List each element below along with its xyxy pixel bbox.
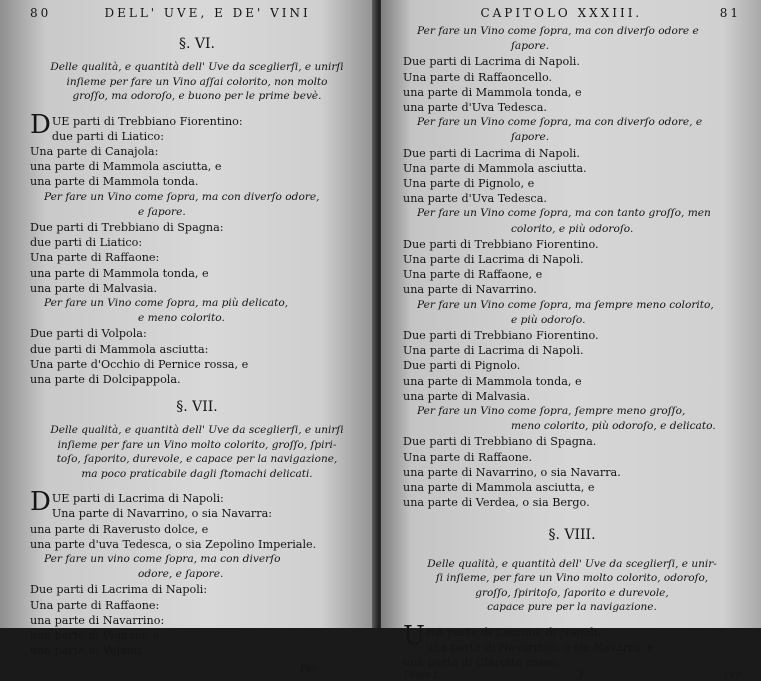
grape-list <box>403 620 741 671</box>
recipe-caption-line: meno colorito, più odoroſo, e delicato. <box>511 420 716 433</box>
grape-line: una parte d'uva Tedesca, o sia Zepolino Imperiale. <box>30 537 317 551</box>
grape-line: Due parti di Volpola: <box>30 327 147 341</box>
first-line: D UE parti di Trebbiano Fiorentino: <box>30 109 243 140</box>
recipe-caption-line: colorito, e più odoroſo. <box>511 222 634 235</box>
first-line: D UE parti di Lacrima di Napoli: <box>30 487 224 518</box>
grape-line: una parte di Claretto rosso. <box>403 655 560 669</box>
recipe-caption-line: odore, e ſapore. <box>138 568 224 581</box>
grape-line: Una parte di Raffaoncello. <box>403 70 553 84</box>
grape-list <box>30 487 364 658</box>
intro-line: inſieme per fare un Vino molto colorito, groſſo, ſpiri- <box>57 438 337 451</box>
grape-line: una parte di Malvasia. <box>403 389 531 403</box>
grape-line: una parte d'Uva Tedesca. <box>403 101 547 115</box>
recipe-caption-line: ſapore. <box>511 40 550 53</box>
drop-cap: D <box>30 487 51 518</box>
page-footer <box>30 664 364 675</box>
page-footer <box>403 670 741 681</box>
intro-line: Delle qualità, e quantità dell' Uve da sceglierſi, e unirſi <box>50 424 344 437</box>
grape-line: Due parti di Trebbiano Fiorentino. <box>403 329 599 343</box>
running-head-left <box>30 6 364 24</box>
section-heading: §. VII. <box>176 399 218 416</box>
recipe-caption-line: Per fare un Vino come ſopra, ſempre meno groſſo, <box>417 405 686 418</box>
intro-line: capace pure per la navigazione. <box>487 601 657 613</box>
recipe-caption-line: e meno colorito. <box>138 312 225 325</box>
grape-line: una parte di Pignolo, e <box>30 628 160 642</box>
first-line: U NA parte di Lacrima di Napoli. <box>403 620 601 651</box>
right-page <box>381 0 761 681</box>
catchword: Per <box>724 670 741 681</box>
section-intro <box>403 557 741 615</box>
intro-line: Delle qualità, e quantità dell' Uve da sceglierſi, e unir- <box>427 557 717 570</box>
section-intro <box>30 60 364 104</box>
grape-line: Una parte di Navarrino, o sia Navarra: <box>51 507 273 521</box>
grape-line: una parte di Mammola asciutta, e <box>403 481 595 495</box>
intro-line: ſi inſieme, per fare un Vino molto colorito, odoroſo, <box>435 572 709 584</box>
recipe-caption-line: Per fare un vino come ſopra, ma con diverſo <box>44 552 281 565</box>
grape-line: una parte di Mammola asciutta, e <box>30 160 222 174</box>
intro-line: inſieme per fare un Vino aſſai colorito, non molto <box>66 75 328 88</box>
grape-list <box>403 24 741 511</box>
page-number: 81 <box>719 6 741 20</box>
recipe-caption-line: ſapore. <box>511 131 550 144</box>
running-head-right <box>403 6 741 24</box>
intro-line: groſſo, ma odoroſo, e buono per le prime bevè. <box>72 90 322 102</box>
recipe-caption-line: e ſapore. <box>138 205 186 218</box>
grape-line: Una parte di Raffaone: <box>30 251 160 265</box>
grape-line: una parte di Verdea, o sia Bergo. <box>403 496 590 510</box>
running-title: DELL' UVE, E DE' VINI <box>104 6 311 20</box>
grape-line: una parte di Mammola tonda, e <box>403 374 582 388</box>
intro-line: Delle qualità, e quantità dell' Uve da sceglierſi, e unirſi <box>50 61 344 73</box>
grape-line: Due parti di Trebbiano di Spagna: <box>30 220 224 234</box>
grape-line: una parte di Raverusto dolce, e <box>30 522 209 536</box>
grape-line: Una parte di Lacrima di Napoli. <box>403 344 584 358</box>
grape-line: Due parti di Lacrima di Napoli. <box>403 55 580 69</box>
grape-line: Una parte d'Occhio di Pernice rossa, e <box>30 357 249 371</box>
grape-line: una parte di Navarrino: <box>30 613 165 627</box>
grape-line: una parte di Mammola tonda. <box>30 175 199 189</box>
recipe-caption-line: e più odoroſo. <box>511 313 586 326</box>
catchword: Per <box>300 664 317 676</box>
recipe-caption-line: Per fare un Vino come ſopra, ma ſempre meno colorito, <box>417 298 714 311</box>
left-page <box>0 0 378 676</box>
recipe-caption-line: Per fare un Vino come ſopra, ma con tanto groſſo, men <box>417 207 711 220</box>
drop-cap: D <box>30 109 51 140</box>
grape-line: una parte di Navarrino. <box>403 283 537 297</box>
grape-list <box>30 109 364 388</box>
drop-cap: U <box>403 620 425 651</box>
grape-line: Una parte di Mammola asciutta. <box>403 161 587 175</box>
recipe-caption-line: Per fare un Vino come ſopra, ma con diverſo odore e <box>417 25 699 37</box>
grape-line: due parti di Liatico: <box>30 236 143 250</box>
section-heading: §. VI. <box>179 36 215 52</box>
recipe-caption-line: Per fare un Vino come ſopra, ma con diverſo odore, <box>44 190 320 203</box>
grape-line: Una parte di Raffaone: <box>30 598 160 612</box>
volume-label: Tomo I. <box>403 670 441 681</box>
section-intro <box>30 423 364 481</box>
grape-line: una parte di Malvasia. <box>30 281 158 295</box>
grape-line: una parte d'Uva Tedesca. <box>403 192 547 206</box>
grape-line: Due parti di Trebbiano Fiorentino. <box>403 237 599 251</box>
grape-line: due parti di Mammola asciutta: <box>30 342 209 356</box>
grape-line: una parte di Navarrino, o sia Navarra. <box>403 465 621 479</box>
recipe-caption-line: Per fare un Vino come ſopra, ma più delicato, <box>44 296 289 309</box>
running-title: CAPITOLO XXXIII. <box>480 6 643 20</box>
section-heading: §. VIII. <box>548 526 596 543</box>
grape-line: Una parte di Canajola: <box>30 144 159 158</box>
grape-line: Una parte di Raffaone. <box>403 450 533 464</box>
grape-line: una parte di Mammola tonda, e <box>30 266 209 280</box>
grape-line: una parte di Vajano. <box>30 644 144 658</box>
grape-line: Due parti di Pignolo. <box>403 359 521 373</box>
intro-line: ma poco praticabile dagli ſtomachi delicati. <box>81 467 313 480</box>
page-number: 80 <box>30 6 52 20</box>
recipe-caption-line: Per fare un Vino come ſopra, ma con diverſo odore, e <box>417 116 703 129</box>
grape-line: Due parti di Lacrima di Napoli. <box>403 146 580 160</box>
grape-line: Una parte di Raffaone, e <box>403 268 543 282</box>
signature-mark: F <box>578 670 586 681</box>
grape-line: Una parte di Pignolo, e <box>403 177 535 191</box>
grape-line: una parte di Dolcipappola. <box>30 372 181 386</box>
grape-line: Due parti di Trebbiano di Spagna. <box>403 435 597 449</box>
grape-line: Una parte di Lacrima di Napoli. <box>403 253 584 267</box>
grape-line: una parte di Navarrino, o sia Navarra, e <box>425 640 654 654</box>
grape-line: Due parti di Lacrima di Napoli: <box>30 583 208 597</box>
intro-line: groſſo, ſpiritoſo, ſaporito e durevole, <box>475 586 669 599</box>
intro-line: toſo, ſaporito, durevole, e capace per la navigazione, <box>56 453 338 466</box>
grape-line: una parte di Mammola tonda, e <box>403 85 582 99</box>
grape-line: due parti di Liatico: <box>51 129 165 143</box>
